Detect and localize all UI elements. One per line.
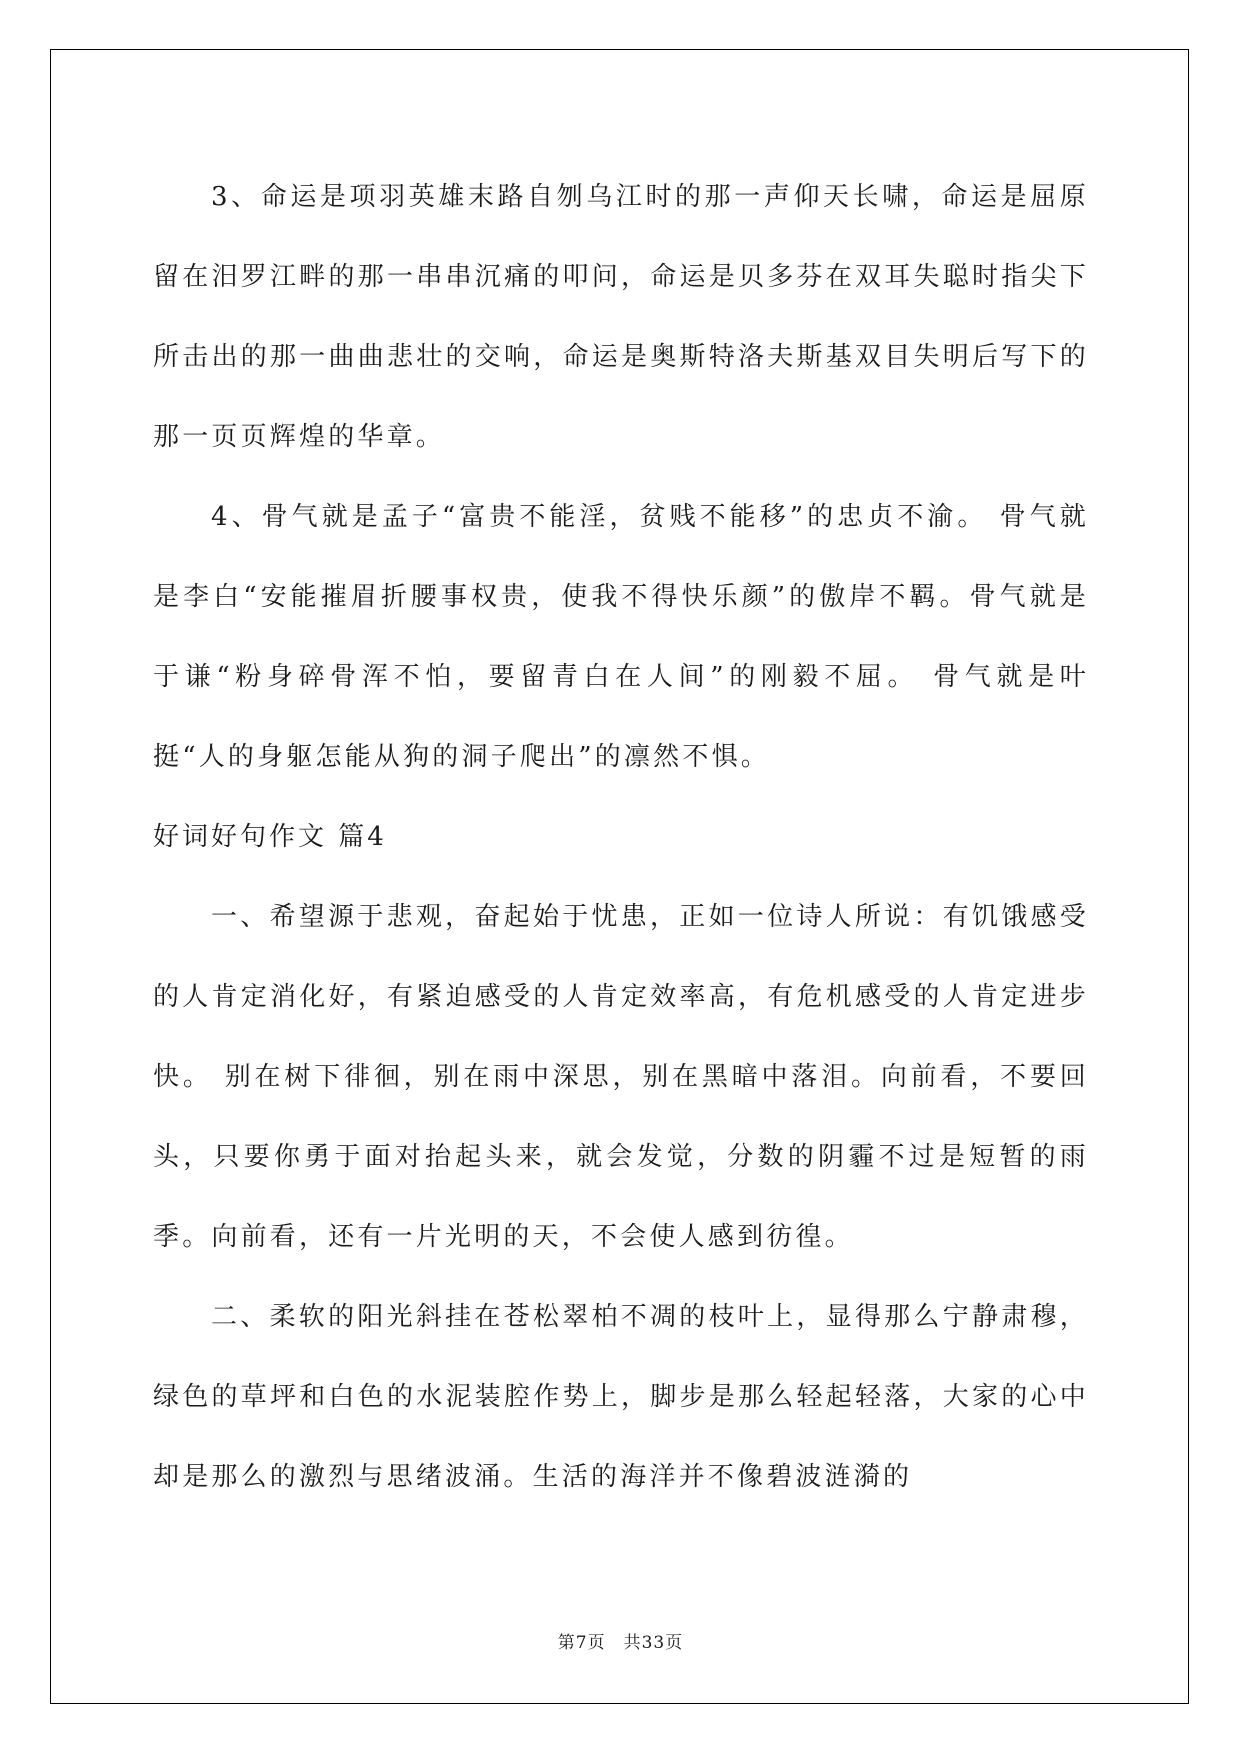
page-number-footer: 第7页 共33页 [557, 1633, 684, 1653]
paragraph-sunlight: 二、柔软的阳光斜挂在苍松翠柏不凋的枝叶上，显得那么宁静肃穆，绿色的草坪和白色的水泥装腔作势上，脚步是那么轻起轻落，大家的心中却是那么的激烈与思绪波涌。生活的海洋并不像碧波涟漪的 [153, 1302, 1089, 1492]
paragraph-hope: 一、希望源于悲观，奋起始于忧患，正如一位诗人所说：有饥饿感受的人肯定消化好，有紧迫感受的人肯定效率高，有危机感受的人肯定进步快。 别在树下徘徊，别在雨中深思，别在黑暗中落泪。向前看，不要回头，只要你勇于面对抬起头来，就会发觉，分数的阴霾不过是短暂的雨季。向前看，还有一片光明的天，不会使人感到彷徨。 [153, 902, 1089, 1252]
section-heading: 好词好句作文 篇4 [153, 822, 387, 852]
paragraph-destiny: 3、命运是项羽英雄末路自刎乌江时的那一声仰天长啸，命运是屈原留在汨罗江畔的那一串串沉痛的叩问，命运是贝多芬在双耳失聪时指尖下所击出的那一曲曲悲壮的交响，命运是奥斯特洛夫斯基双目失明后写下的那一页页辉煌的华章。 [153, 182, 1089, 452]
document-body [153, 157, 1089, 1517]
paragraph-integrity: 4、骨气就是孟子“富贵不能淫，贫贱不能移”的忠贞不渝。 骨气就是李白“安能摧眉折腰事权贵，使我不得快乐颜”的傲岸不羁。骨气就是于谦“粉身碎骨浑不怕，要留青白在人间”的刚毅不屈。 骨气就是叶挺“人的身躯怎能从狗的洞子爬出”的凛然不惧。 [153, 502, 1089, 772]
